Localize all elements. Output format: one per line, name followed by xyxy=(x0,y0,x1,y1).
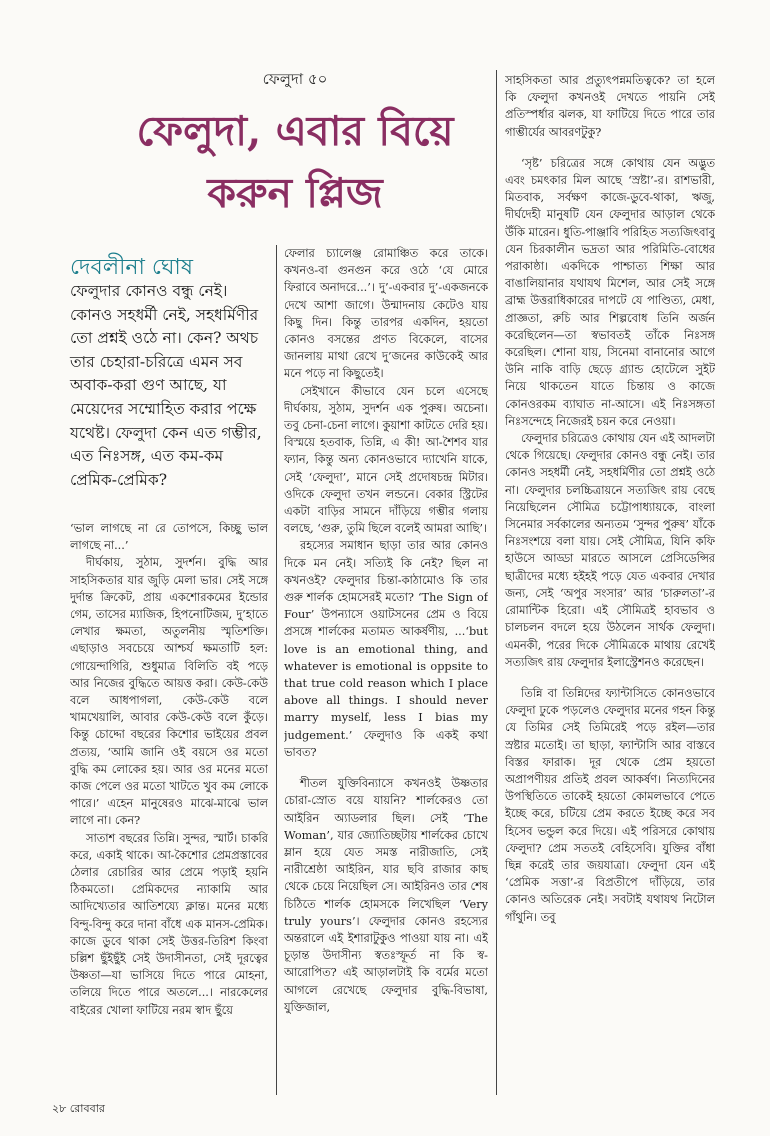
lead-paragraph: ফেলুদার কোনও বন্ধু নেই। কোনও সহধর্মী নেই, সহধর্মিণীর তো প্রশ্নই ওঠে না। কেন? অথচ তার চেহারা-চরিত্রে এমন সব অবাক-করা গুণ আছে, যা মেয়েদের সম্মোহিত করার পক্ষে যথেষ্ট। ফেলুদা কেন এত গম্ভীর, এত নিঃসঙ্গ, এত কম-কম প্রেমিক-প্রেমিক? xyxy=(70,282,262,489)
paragraph: সাতাশ বছরের তিন্নি। সুন্দর, স্মার্ট। চাকরি করে, একাই থাকে। আ-কৈশোর প্রেমপ্রস্তাবের ঠেলার রেচারির আর প্রেমে পড়াই হয়নি ঠিকমতো। প্রেমিকদের ন্যাকামি আর আদিখ্যেতার আতিশয্যে ক্লান্ত। মনের মধ্যে বিন্দু-বিন্দু করে দানা বাঁধে এক মানস-প্রেমিক। কাজে ডুবে থাকা সেই উত্তর-তিরিশ কিংবা চল্লিশ ছুঁইছুঁই সেই উদাসীনতা, সেই দূরত্বের উষ্ণতা—যা ভাসিয়ে দিতে পারে মোহনা, তলিয়ে দিতে পারে অতলে...। নারকেলের বাইরের খোলা ফাটিয়ে নরম স্বাদ ছুঁয়ে xyxy=(70,831,268,1017)
paragraph: সাহসিকতা আর প্রত্যুৎপন্নমতিত্বকে? তা হলে কি ফেলুদা কখনওই দেখতে পায়নি সেই প্রতিস্পর্ধার ঝলক, যা ফাটিয়ে দিতে পারে তার গাম্ভীর্যের আবরণটুকু? xyxy=(505,74,715,139)
paragraph: ফেলুদার চরিত্রেও কোথায় যেন এই আদলটা থেকে গিয়েছে। ফেলুদার কোনও বন্ধু নেই। তার কোনও সহধর্মী নেই, সহধর্মিণীর তো প্রশ্নই ওঠে না। ফেলুদার চলচ্চিত্রায়নে সত্যজিৎ রায় বেছে নিয়েছিলেন সৌমিত্র চট্টোপাধ্যায়কে, বাংলা সিনেমার সর্বকালের অন্যতম ‘সুন্দর পুরুষ’ যাঁকে নিঃসংশয়ে বলা যায়। সেই সৌমিত্র, যিনি কফি হাউসে আড্ডা মারতে আসলে প্রেসিডেন্সির ছাত্রীদের মধ্যে হইহই পড়ে যেত একবার দেখার জন্য, সেই ‘অপুর সংসার’ আর ‘চারুলতা’-র রোমান্টিক হিরো। এই সৌমিত্রই হাবভাব ও চালচলন বদলে হয়ে উঠলেন সার্থক ফেলুদা। এমনকী, পরের দিকে সৌমিত্রকে মাথায় রেখেই সত্যজিৎ রায় ফেলুদার ইলাস্ট্রেশনও করেছেন। xyxy=(505,432,715,669)
body-column-1 xyxy=(70,520,268,1092)
column-divider xyxy=(496,70,497,1095)
paragraph: দীর্ঘকায়, সুঠাম, সুদর্শন। বুদ্ধি আর সাহসিকতার যার জুড়ি মেলা ভার। সেই সঙ্গে দুর্দান্ত ক্রিকেট, প্রায় একশোরকমের ইন্ডোর গেম, তাসের ম্যাজিক, হিপনোটিজম, দু’হাতে লেখার ক্ষমতা, অতুলনীয় স্মৃতিশক্তি। এছাড়াও সবচেয়ে আশ্চর্য ক্ষমতাটি হল: গোয়েন্দাগিরি, শুধুমাত্র বিলিতি বই পড়ে আর নিজের বুদ্ধিতে আয়ত্ত করা। কেউ-কেউ বলে আধপাগলা, কেউ-কেউ বলে খামখেয়ালি, আবার কেউ-কেউ বলে কুঁড়ে। কিন্তু চোদ্দো বছরের কিশোর ভাইয়ের প্রবল প্রত্যয়, ‘আমি জানি ওই বয়সে ওর মতো বুদ্ধি কম লোকের হয়। আর ওর মনের মতো কাজ পেলে ওর মতো খাটতে খুব কম লোকে পারে।’ এহেন মানুষেরও মাঝে-মাঝে ভাল লাগে না। কেন? xyxy=(70,556,268,828)
article-title xyxy=(100,100,490,224)
article-title-line-2: করুন প্লিজ xyxy=(207,169,383,217)
column-divider xyxy=(276,245,277,1095)
section-kicker: ফেলুদা ৫০ xyxy=(262,70,328,88)
article-title-line-1: ফেলুদা, এবার বিয়ে xyxy=(136,107,454,155)
paragraph: ‘ভাল লাগছে না রে তোপসে, কিচ্ছু ভাল লাগছে না...’ xyxy=(70,522,268,553)
page-footer: ২৮ রোববার xyxy=(52,1102,105,1115)
body-column-3 xyxy=(505,72,715,1095)
paragraph: রহস্যের সমাধান ছাড়া তার আর কোনও দিকে মন নেই। সত্যিই কি নেই? ছিল না কখনওই? ফেলুদার চিন্তা-কাঠামোও কি তার গুরু শার্লক হোমসেরই মতো? ‘The Sign of Four’ উপন্যাসে ওয়াটসনের প্রেম ও বিয়ে প্রসঙ্গে শার্লকের মতামত আকর্ষণীয়, ...‘but love is an emotional thing, and whatever is emotional is oppsite to that true cold reason which I place above all things. I should never marry myself, less I bias my judgement.’ ফেলুদাও কি একই কথা ভাবত? xyxy=(284,539,488,759)
paragraph: তিন্নি বা তিন্নিদের ফ্যান্টাসিতে কোনওভাবে ফেলুদা ঢুকে পড়লেও ফেলুদার মনের গহন কিন্তু যে তিমির সেই তিমিরেই পড়ে রইল—তার স্রষ্টার মতোই। তা ছাড়া, ফ্যান্টাসি আর বাস্তবে বিস্তর ফারাক। দূর থেকে প্রেম হয়তো অপ্রাপণীয়র প্রতিই প্রবল আকর্ষণ। নিত্যদিনের উপস্থিতিতে তাকেই হয়তো কোমলভাবে পেতে ইচ্ছে করে, চটিয়ে প্রেম করতে ইচ্ছে করে সব হিসেব ভন্ডুল করে দিয়ে। এই পরিসরে কোথায় ফেলুদা? প্রেম সততই বেহিসেবি। যুক্তির বাঁধা ছিন্ন করেই তার জয়যাত্রা। ফেলুদা যেন এই ‘প্রেমিক সত্তা’-র বিপ্রতীপে দাঁড়িয়ে, তার কোনও অতিরেক নেই। সবটাই যথাযথ নিটোল গাঁথুনি। তবু xyxy=(505,686,715,924)
paragraph: সেইখানে কীভাবে যেন চলে এসেছে দীর্ঘকায়, সুঠাম, সুদর্শন এক পুরুষ। অচেনা। তবু চেনা-চেনা লাগে। কুয়াশা কাটতে দেরি হয়। বিস্ময়ে হতবাক, তিন্নি, এ কী! আ-শৈশব যার ফ্যান, কিন্তু অন্য কোনওভাবে দ্যাখেনি যাকে, সেই ‘ফেলুদা’, মানে সেই প্রদোষচন্দ্র মিটার। ওদিকে ফেলুদা তখন লন্ডনে। বেকার স্ট্রিটের একটা বাড়ির সামনে দাঁড়িয়ে গম্ভীর গলায় বলছে, ‘গুরু, তুমি ছিলে বলেই আমরা আছি’। xyxy=(284,384,488,536)
paragraph: ‘সৃষ্ট’ চরিত্রের সঙ্গে কোথায় যেন অদ্ভুত এবং চমৎকার মিল আছে ‘স্রষ্টা’-র। রাশভারী, মিতবাক, সর্বক্ষণ কাজে-ডুবে-থাকা, ঋজু, দীর্ঘদেহী মানুষটি যেন ফেলুদার আড়াল থেকে উঁকি মারেন। ধুতি-পাঞ্জাবি পরিহিত সত্যজিৎবাবু যেন চিরকালীন ভদ্রতা আর পরিমিতি-বোধের পরাকাষ্ঠা। একদিকে পাশ্চাত্য শিক্ষা আর বাঙালিয়ানার যথাযথ মিশেল, আর সেই সঙ্গে ব্রাহ্ম উত্তরাধিকারের দাপটে যে পাণ্ডিত্য, মেধা, প্রাজ্ঞতা, রুচি আর শিল্পবোধ তিনি অর্জন করেছিলেন—তা স্বভাবতই তাঁকে নিঃসঙ্গ করেছিল। শোনা যায়, সিনেমা বানানোর আগে উনি নাকি বাড়ি ছেড়ে গ্র্যান্ড হোটেলে সুইট নিয়ে থাকতেন যাতে চিন্তায় ও কাজে কোনওরকম ব্যাঘাত না-আসে। এই নিঃসঙ্গতা নিঃসন্দেহে নিজেরই চয়ন করে নেওয়া। xyxy=(505,156,715,428)
body-column-2 xyxy=(284,245,488,1095)
paragraph: ফেলার চ্যালেঞ্জ রোমাঞ্চিত করে তাকে। কখনও-বা গুনগুন করে ওঠে ‘যে মোরে ফিরাবে অনাদরে...’। দু’-একবার দু’-একজনকে দেখে আশা জাগে। উন্মাদনায় কেটেও যায় কিছু দিন। কিন্তু তারপর একদিন, হয়তো কোনও বসন্তের প্রণত বিকেলে, বাসের জানলায় মাথা রেখে দু’জনের কাউকেই আর মনে পড়ে না কিছুতেই। xyxy=(284,247,488,381)
paragraph: শীতল যুক্তিবিন্যাসে কখনওই উষ্ণতার চোরা-স্রোত বয়ে যায়নি? শার্লকেরও তো আইরিন অ্যাডলার ছিল। সেই ‘The Woman’, যার জ্যোতিচ্ছটায় শার্লকের চোখে ম্লান হয়ে যেত সমস্ত নারীজাতি, সেই নারীশ্রেষ্ঠা আইরিন, যার ছবি রাজার কাছ থেকে চেয়ে নিয়েছিল সে। আইরিনও তার শেষ চিঠিতে শার্লক হোমসকে লিখেছিল ‘Very truly yours’। ফেলুদার কোনও রহস্যের অন্তরালে এই ইশারাটুকুও পাওয়া যায় না। এই চূড়ান্ত উদাসীন্য স্বতঃস্ফূর্ত না কি স্ব-আরোপিত? এই আড়ালটাই কি বর্মের মতো আগলে রেখেছে ফেলুদার বুদ্ধি-বিভাষা, যুক্তিজাল, xyxy=(284,777,488,1014)
author-byline: দেবলীনা ঘোষ xyxy=(70,255,193,280)
